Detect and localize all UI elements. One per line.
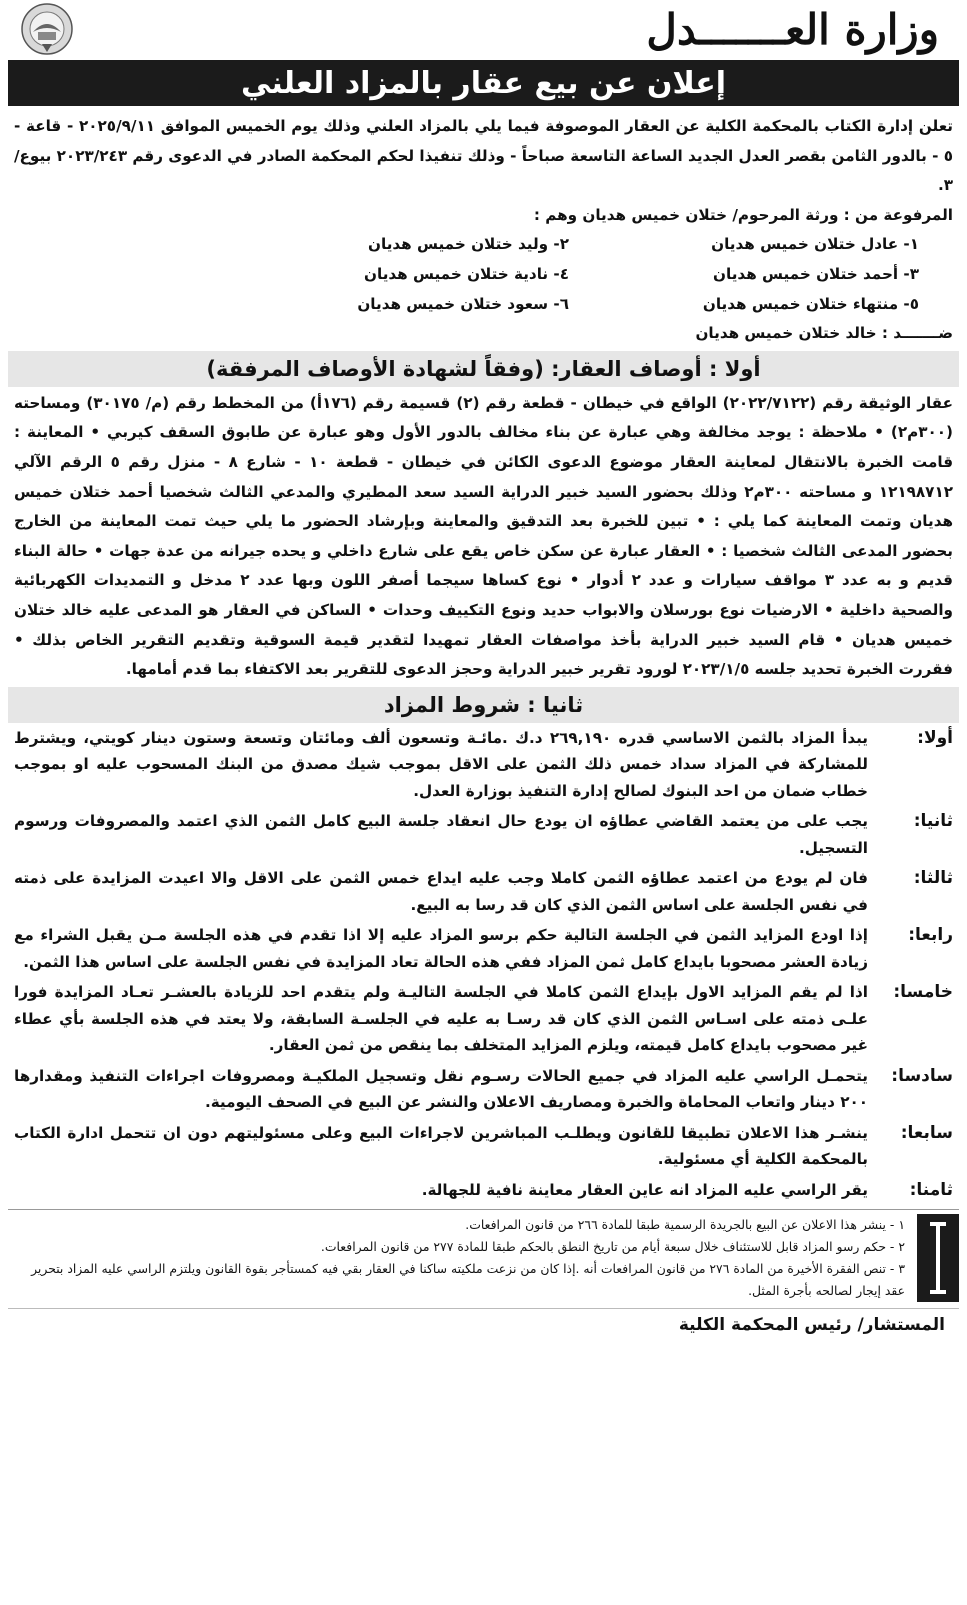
- condition-text: يتحمـل الراسي عليه المزاد في جميع الحالات رسـوم نقل وتسجيل الملكيـة ومصروفات اجراءات التنفيذ ومقدارها ٢٠٠ دينار واتعاب المحاماة والخبرة ومصاريف الاعلان والنشر عن البيع في الصحف اليومية.: [14, 1066, 868, 1112]
- note-item: ١ - ينشر هذا الاعلان عن البيع بالجريدة الرسمية طبقا للمادة ٢٦٦ من قانون المرافعات.: [465, 1217, 905, 1233]
- condition-text: يقر الراسي عليه المزاد انه عاين العقار معاينة نافية للجهالة.: [421, 1180, 868, 1199]
- intro-paragraph: تعلن إدارة الكتاب بالمحكمة الكلية عن العقار الموصوفة فيما يلي بالمزاد العلني وذلك يوم الخميس الموافق ٢٠٢٥/٩/١١ - قاعة - ٥ - بالدور الثامن بقصر العدل الجديد الساعة التاسعة صباحاً - وذلك تنفيذا لحكم المحكمة الصادر في الدعوى رقم ٢٠٢٣/٢٤٣ بيوع/٣.: [14, 117, 953, 195]
- note-item: ٢ - حكم رسو المزاد قابل للاستئناف خلال سبعة أيام من تاريخ النطق بالحكم طبقا للمادة ٢٧٧ من قانون المرافعات.: [320, 1239, 905, 1255]
- property-description-text: عقار الوثيقة رقم (٢٠٢٢/٧١٢٢) الواقع في خيطان - قطعة رقم (٢) قسيمة رقم (١٧٦أ) من المخطط رقم (م/ ٣٠١٧٥) ومساحته (٣٠٠م٢) • ملاحظة : يوجد مخالفة وهي عبارة عن بناء مخالف بالدور الأول وهو عبارة عن طابوق السقف كيربي • المعاينة : قامت الخبرة بالانتقال لمعاينة العقار موضوع الدعوى الكائن في خيطان - قطعة ١٠ - شارع ٨ - منزل رقم ٥ الرقم الآلي ١٢١٩٨٧١٢ و مساحته ٣٠٠م٢ وذلك بحضور السيد خبير الدراية السيد سعد المطيري والمدعي الثالث شخصيا أحمد ختلان خميس هديان وتمت المعاينة كما يلي : • تبين للخبرة بعد التدقيق والمعاينة وبإرشاد الحضور ما يلي حيث تمت المعاينة من الخارج بحضور المدعى الثالث شخصيا : • العقار عبارة عن سكن خاص يقع على شارع داخلي و يحده جيرانه من عدة جهات • حالة البناء قديم و به عدد ٣ مواقف سيارات و عدد ٢ أدوار • نوع كساها سيجما أصفر اللون وبها عدد ٢ مدخل و التمديدات الكهربائية والصحية داخلية • الارضيات نوع بورسلان والابواب حديد ونوع التكييف وحدات • الساكن في العقار هو المدعى عليه خالد ختلان خميس هديان • قام السيد خبير الدراية بأخذ مواصفات العقار تمهيدا لتقدير قيمة السوقية وتقديم التقرير الخاص بذلك • فقررت الخبرة تحديد جلسه ٢٠٢٣/١/٥ لورود تقرير خبير الدراية وحجز الدعوى للتقرير بعد الاكتفاء بما قدم أمامها.: [14, 393, 954, 679]
- condition-item: [8, 808, 959, 861]
- condition-label: سابعا:: [900, 1122, 953, 1143]
- condition-label: خامسا:: [893, 982, 953, 1003]
- heir-item: ٣- أحمد ختلان خميس هديان: [713, 264, 919, 283]
- condition-text: اذا لم يقم المزايد الاول بإيداع الثمن كاملا في الجلسة التاليـة ولم يتقدم احد للزيادة بالعشـر تعـاد المزايدة فورا علـى ذمته على اسـاس الثمن الذي كان قد رسـا به عليه في الجلسـة السابقة، ولا يعتد في هذه الجلسة بأي عطاء غير مصحوب بايداع كامل قيمته، ويلزم المزايد المتخلف بما ينقص من ثمن العقار.: [14, 983, 868, 1055]
- condition-label: أولا:: [917, 727, 953, 748]
- condition-label: ثامنا:: [909, 1179, 953, 1200]
- kuwait-emblem-icon: [18, 1, 76, 57]
- condition-text: ينشـر هذا الاعلان تطبيقا للقانون ويطلـب المباشرين لاجراءات البيع وعلى مسئوليتهم دون ان تتحمل ادارة الكتاب بالمحكمة الكلية أي مسئولية.: [14, 1123, 868, 1169]
- signature-line: المستشار/ رئيس المحكمة الكلية: [8, 1308, 959, 1335]
- condition-label: ثانيا:: [913, 811, 953, 832]
- defendant-line: ضـــــــد : خالد ختلان خميس هديان: [695, 324, 953, 343]
- condition-label: سادسا:: [891, 1065, 953, 1086]
- announcement-title: إعلان عن بيع عقار بالمزاد العلني: [8, 60, 959, 106]
- condition-item: [8, 1063, 959, 1116]
- condition-item: [8, 922, 959, 975]
- masthead: [8, 0, 959, 58]
- notes-marker-icon: [917, 1214, 959, 1302]
- note-item: ٣ - تنص الفقرة الأخيرة من المادة ٢٧٦ من قانون المرافعات أنه .إذا كان من نزعت ملكيته ساكنا في العقار بقي فيه كمستأجر بقوة القانون ويلتزم الراسي عليه المزاد بتحرير عقد إيجار لصالحه بأجرة المثل.: [31, 1261, 905, 1299]
- heirs-list: [8, 230, 959, 319]
- auction-conditions-heading: ثانيا : شروط المزاد: [8, 687, 959, 723]
- condition-item: [8, 979, 959, 1059]
- heir-item: ٤- نادية ختلان خميس هديان: [364, 264, 569, 283]
- condition-text: إذا اودع المزايد الثمن في الجلسة التالية حكم برسو المزاد عليه إلا اذا تقدم في هذه الجلسة مـن يقبل الشراء مع زيادة العشر مصحوبا بايداع كامل ثمن المزاد ففي هذه الحالة تعاد المزايدة في نفس الجلسة على اساس هذا الثمن.: [14, 926, 868, 971]
- condition-text: يجب على من يعتمد القاضي عطاؤه ان يودع حال انعقاد جلسة البيع كامل الثمن الذي اعتمد والمصروفات ورسوم التسجيل.: [14, 812, 868, 857]
- notes-list: [8, 1214, 911, 1302]
- condition-label: رابعا:: [908, 925, 953, 946]
- property-description-heading: أولا : أوصاف العقار: (وفقاً لشهادة الأوصاف المرفقة): [8, 351, 959, 387]
- conditions-list: [8, 725, 959, 1204]
- condition-item: [8, 865, 959, 918]
- condition-item: [8, 725, 959, 805]
- condition-item: [8, 1177, 959, 1204]
- ministry-name: وزارة العـــــــدل: [646, 4, 939, 54]
- condition-item: [8, 1120, 959, 1173]
- heir-item: ٢- وليد ختلان خميس هديان: [368, 235, 569, 254]
- condition-text: يبدأ المزاد بالثمن الاساسي قدره ٢٦٩,١٩٠ د.ك .مائـة وتسعون ألف ومائتان وتسعة وستون دينار كويتي، ويشترط للمشاركة في المزاد سداد خمس ذلك الثمن على الاقل بموجب شيك مصدق من البنك المسحوب عليه او بموجب خطاب ضمان من احد البنوك لصالح إدارة التنفيذ بوزارة العدل.: [14, 728, 868, 800]
- filed-by-line: المرفوعة من : ورثة المرحوم/ ختلان خميس هديان وهم :: [533, 205, 953, 224]
- condition-text: فان لم يودع من اعتمد عطاؤه الثمن كاملا وجب عليه ايداع خمس الثمن على الاقل والا اعيدت المزايدة على ذمته في نفس الجلسة على اساس الثمن الذي كان قد رسا به البيع.: [14, 869, 868, 914]
- heir-item: ٦- سعود ختلان خميس هديان: [357, 294, 569, 313]
- condition-label: ثالثا:: [913, 868, 953, 889]
- legal-notes: [8, 1209, 959, 1302]
- heir-item: ١- عادل ختلان خميس هديان: [711, 235, 919, 254]
- heir-item: ٥- منتهاء ختلان خميس هديان: [702, 294, 919, 313]
